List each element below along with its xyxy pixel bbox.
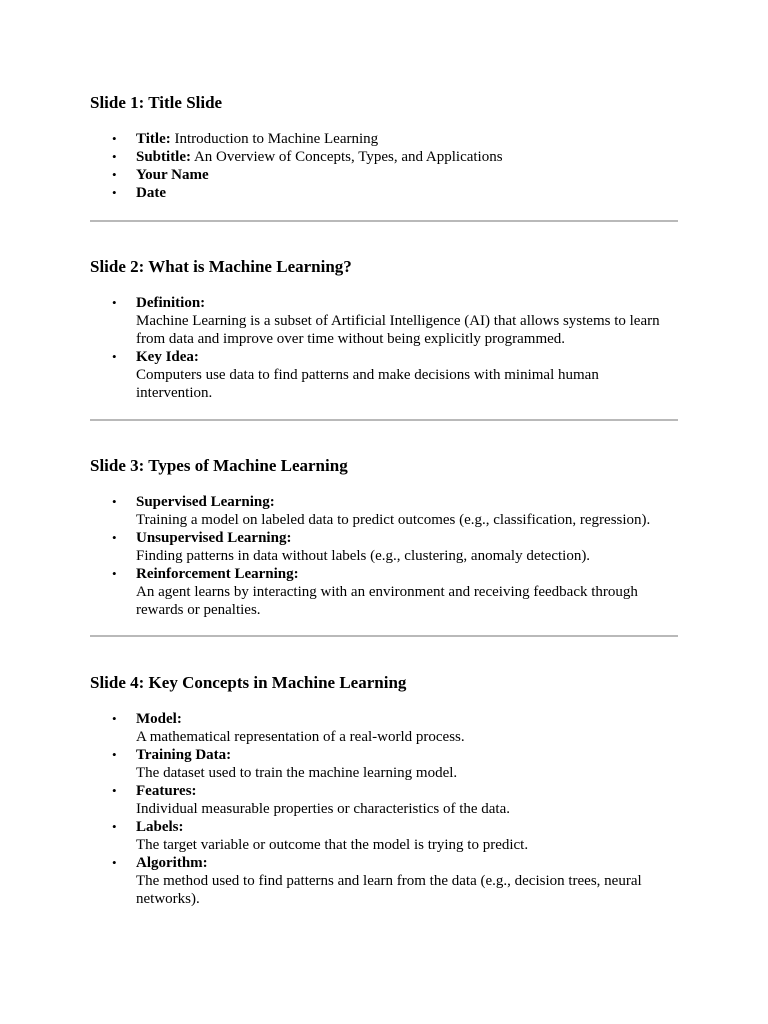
- item-label: Date: [136, 185, 166, 201]
- section-divider: [90, 419, 678, 421]
- bullet-icon: •: [112, 530, 117, 545]
- list-item: [90, 710, 678, 746]
- item-description: Machine Learning is a subset of Artificial Intelligence (AI) that allows systems to learn from data and improve over time without being explicitly programmed.: [136, 313, 660, 347]
- bullet-icon: •: [112, 349, 117, 364]
- slide-2-list: [90, 294, 678, 402]
- bullet-icon: •: [112, 295, 117, 310]
- bullet-icon: •: [112, 566, 117, 581]
- bullet-icon: •: [112, 783, 117, 798]
- slide-3-heading: Slide 3: Types of Machine Learning: [90, 456, 348, 475]
- bullet-icon: •: [112, 819, 117, 834]
- item-text: An Overview of Concepts, Types, and Applications: [191, 149, 503, 165]
- list-item: [90, 148, 678, 166]
- list-item: [90, 529, 678, 565]
- list-item: [90, 493, 678, 529]
- bullet-icon: •: [112, 185, 117, 200]
- item-description: Individual measurable properties or characteristics of the data.: [136, 801, 511, 817]
- item-description: Training a model on labeled data to predict outcomes (e.g., classification, regression).: [136, 512, 651, 528]
- slide-1-section: [90, 93, 678, 202]
- item-description: An agent learns by interacting with an environment and receiving feedback through rewards or penalties.: [136, 584, 638, 618]
- item-label: Training Data:: [136, 747, 232, 763]
- item-label: Definition:: [136, 295, 206, 311]
- section-divider: [90, 635, 678, 637]
- item-label: Subtitle:: [136, 149, 192, 165]
- section-divider: [90, 220, 678, 222]
- list-item: [90, 294, 678, 348]
- item-description: Computers use data to find patterns and make decisions with minimal human intervention.: [136, 367, 599, 401]
- item-label: Labels:: [136, 819, 184, 835]
- item-description: Finding patterns in data without labels (e.g., clustering, anomaly detection).: [136, 548, 591, 564]
- item-label: Algorithm:: [136, 855, 208, 871]
- slide-1-list: [90, 130, 678, 202]
- item-description: A mathematical representation of a real-world process.: [136, 729, 465, 745]
- list-item: [90, 818, 678, 854]
- item-label: Key Idea:: [136, 349, 199, 365]
- list-item: [90, 348, 678, 402]
- bullet-icon: •: [112, 167, 117, 182]
- slide-4-list: [90, 710, 678, 908]
- bullet-icon: •: [112, 747, 117, 762]
- item-label: Unsupervised Learning:: [136, 530, 292, 546]
- item-description: The dataset used to train the machine learning model.: [136, 765, 458, 781]
- list-item: [90, 565, 678, 619]
- item-text: Introduction to Machine Learning: [170, 131, 379, 147]
- item-label: Model:: [136, 711, 182, 727]
- slide-3-list: [90, 493, 678, 619]
- item-label: Your Name: [136, 167, 209, 183]
- slide-2-heading: Slide 2: What is Machine Learning?: [90, 257, 352, 276]
- list-item: [90, 782, 678, 818]
- item-description: The target variable or outcome that the model is trying to predict.: [136, 837, 529, 853]
- bullet-icon: •: [112, 131, 117, 146]
- slide-3-section: [90, 456, 678, 619]
- item-label: Supervised Learning:: [136, 494, 275, 510]
- item-description: The method used to find patterns and learn from the data (e.g., decision trees, neural networks).: [136, 873, 642, 907]
- bullet-icon: •: [112, 855, 117, 870]
- bullet-icon: •: [112, 149, 117, 164]
- list-item: [90, 130, 678, 148]
- item-label: Reinforcement Learning:: [136, 566, 299, 582]
- item-label: Title:: [136, 131, 171, 147]
- slide-1-heading: Slide 1: Title Slide: [90, 93, 223, 112]
- slide-4-heading: Slide 4: Key Concepts in Machine Learning: [90, 673, 407, 692]
- item-label: Features:: [136, 783, 197, 799]
- list-item: [90, 746, 678, 782]
- list-item: [90, 166, 678, 184]
- bullet-icon: •: [112, 494, 117, 509]
- slide-2-section: [90, 257, 678, 402]
- bullet-icon: •: [112, 711, 117, 726]
- list-item: [90, 184, 678, 202]
- slide-4-section: [90, 673, 678, 908]
- list-item: [90, 854, 678, 908]
